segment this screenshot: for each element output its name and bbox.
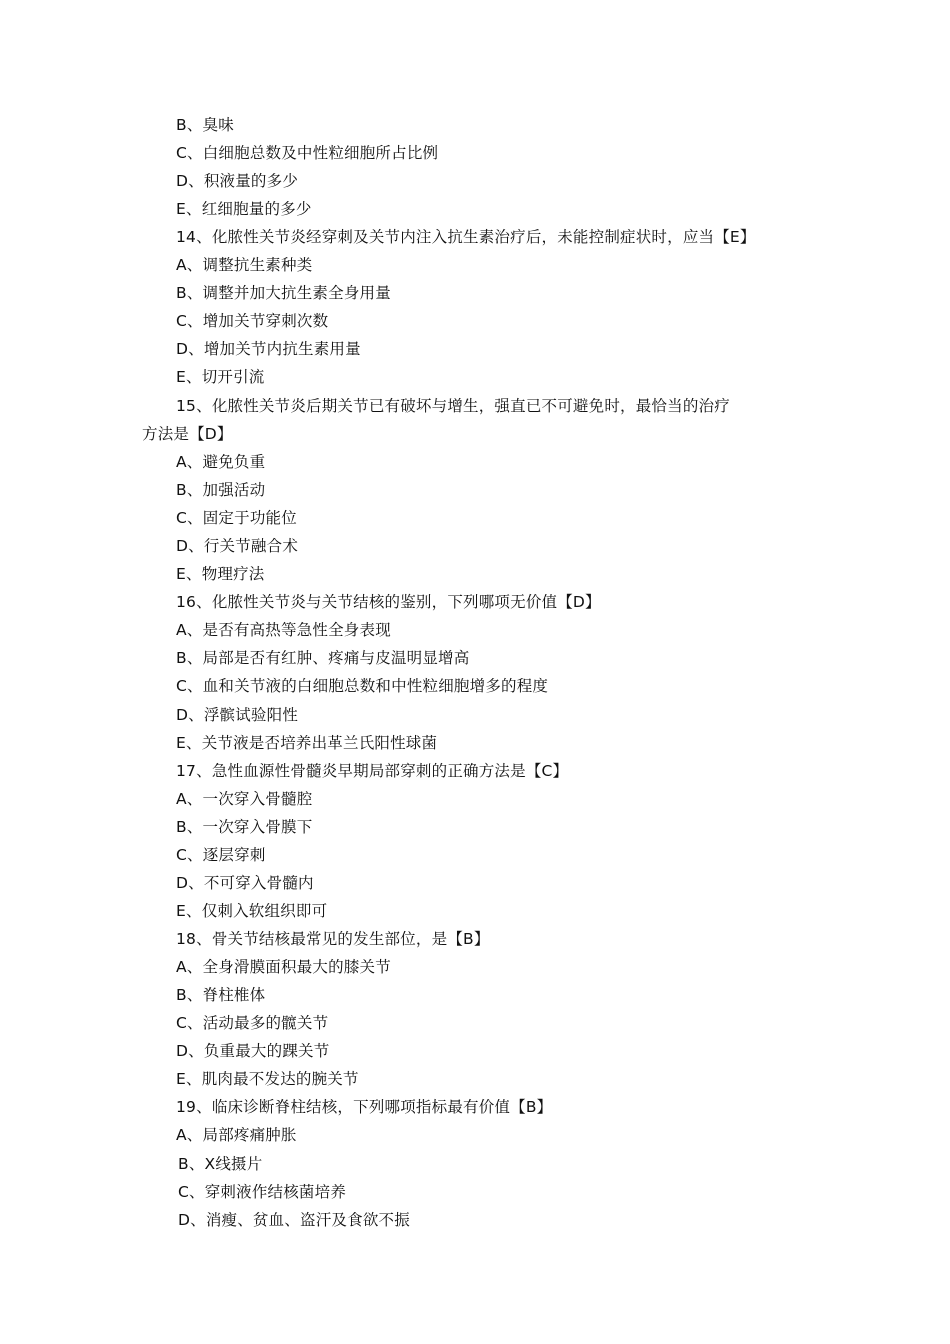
option-line: B、局部是否有红肿、疼痛与皮温明显增高 [176, 649, 470, 667]
option-line: E、物理疗法 [176, 565, 265, 583]
option-line: E、切开引流 [176, 368, 265, 386]
option-line: D、消瘦、贫血、盗汗及食欲不振 [178, 1211, 410, 1229]
question-18: 18、骨关节结核最常见的发生部位，是【B】 [176, 930, 490, 948]
option-line: B、调整并加大抗生素全身用量 [176, 284, 391, 302]
question-14: 14、化脓性关节炎经穿刺及关节内注入抗生素治疗后，未能控制症状时，应当【E】 [176, 228, 756, 246]
option-line: D、行关节融合术 [176, 537, 299, 555]
question-15-continuation: 方法是【D】 [142, 425, 233, 443]
option-line: C、白细胞总数及中性粒细胞所占比例 [176, 144, 439, 162]
option-line: E、红细胞量的多少 [176, 200, 312, 218]
option-line: B、X线摄片 [178, 1155, 263, 1173]
option-line: C、增加关节穿刺次数 [176, 312, 329, 330]
option-line: A、避免负重 [176, 453, 266, 471]
option-line: B、臭味 [176, 116, 234, 134]
option-line: A、调整抗生素种类 [176, 256, 313, 274]
option-line: D、积液量的多少 [176, 172, 299, 190]
option-line: B、加强活动 [176, 481, 266, 499]
option-line: E、仅刺入软组织即可 [176, 902, 328, 920]
question-19: 19、临床诊断脊柱结核，下列哪项指标最有价值【B】 [176, 1098, 553, 1116]
option-line: E、关节液是否培养出革兰氏阳性球菌 [176, 734, 438, 752]
option-line: B、一次穿入骨膜下 [176, 818, 313, 836]
question-17: 17、急性血源性骨髓炎早期局部穿刺的正确方法是【C】 [176, 762, 569, 780]
option-line: D、增加关节内抗生素用量 [176, 340, 361, 358]
option-line: E、肌肉最不发达的腕关节 [176, 1070, 359, 1088]
option-line: C、活动最多的髋关节 [176, 1014, 329, 1032]
option-line: C、逐层穿刺 [176, 846, 266, 864]
option-line: A、是否有高热等急性全身表现 [176, 621, 391, 639]
option-line: D、负重最大的踝关节 [176, 1042, 330, 1060]
option-line: C、固定于功能位 [176, 509, 297, 527]
option-line: A、全身滑膜面积最大的膝关节 [176, 958, 391, 976]
question-16: 16、化脓性关节炎与关节结核的鉴别，下列哪项无价值【D】 [176, 593, 601, 611]
option-line: A、一次穿入骨髓腔 [176, 790, 313, 808]
option-line: C、穿刺液作结核菌培养 [178, 1183, 347, 1201]
option-line: D、不可穿入骨髓内 [176, 874, 314, 892]
question-15: 15、化脓性关节炎后期关节已有破坏与增生，强直已不可避免时，最恰当的治疗 [176, 397, 730, 415]
option-line: A、局部疼痛肿胀 [176, 1126, 297, 1144]
option-line: D、浮髌试验阳性 [176, 706, 299, 724]
option-line: B、脊柱椎体 [176, 986, 266, 1004]
option-line: C、血和关节液的白细胞总数和中性粒细胞增多的程度 [176, 677, 549, 695]
